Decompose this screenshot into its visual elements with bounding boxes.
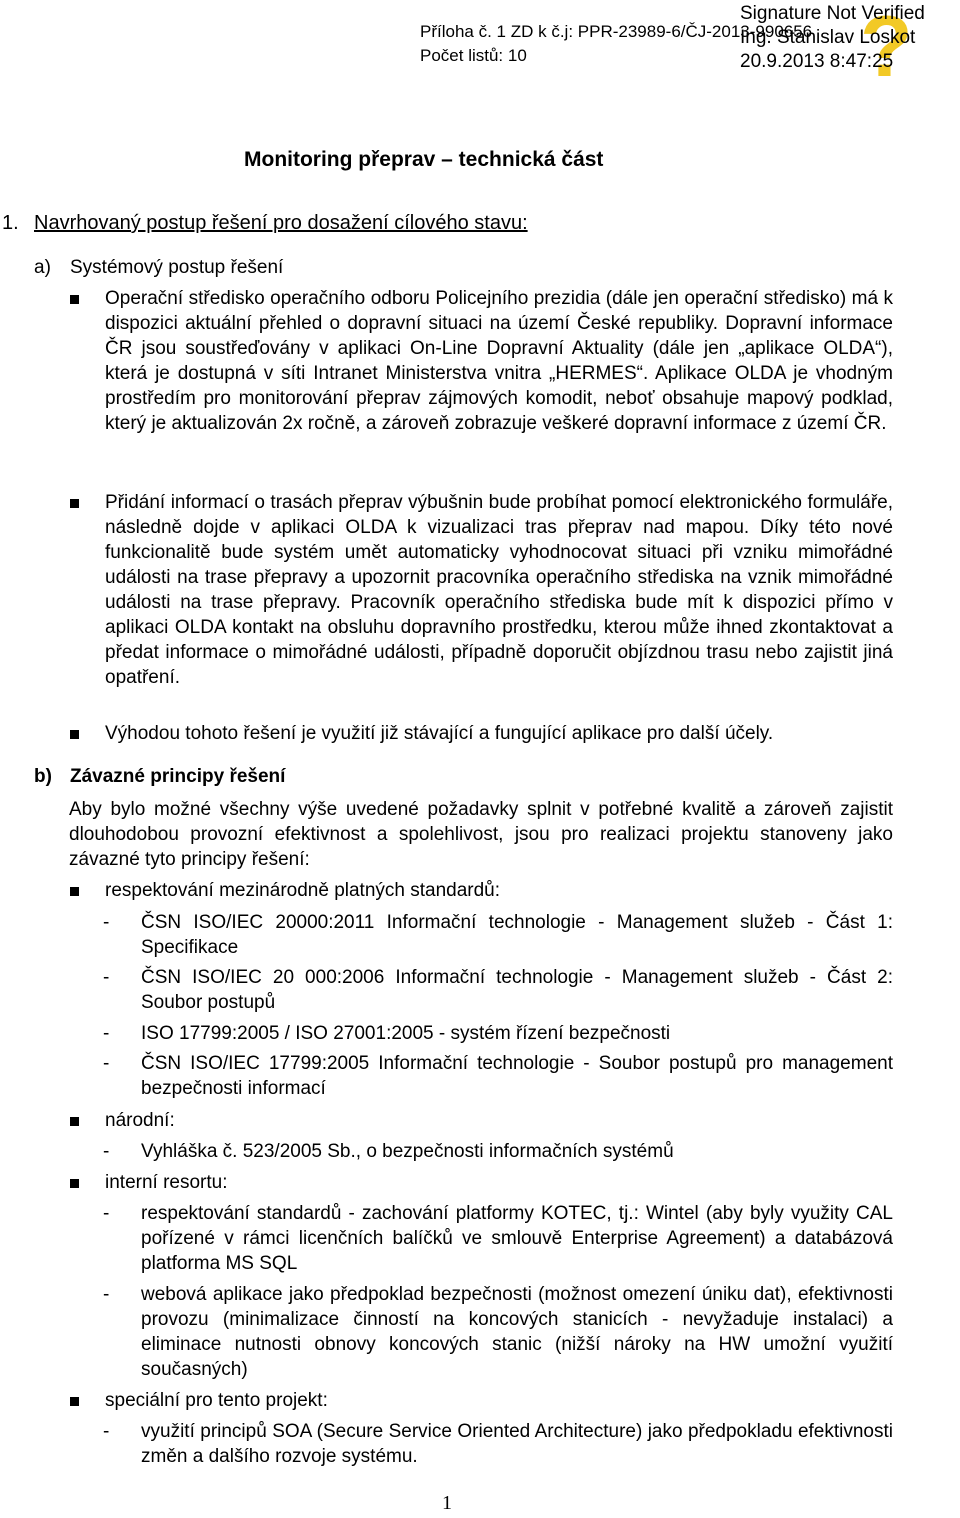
list-item: speciální pro tento projekt: — [105, 1390, 328, 1411]
subsection-b-label: b) — [34, 766, 52, 787]
dash-marker: - — [103, 967, 110, 988]
header-page-count: Počet listů: 10 — [420, 46, 527, 65]
dash-marker: - — [103, 1141, 110, 1162]
list-item: ČSN ISO/IEC 20000:2011 Informační technologie - Management služeb - Část 1: Specifikace — [141, 912, 893, 958]
list-item: webová aplikace jako předpoklad bezpečnosti (možnost omezení úniku dat), efektivnosti provozu (minimalizace činností na koncových stanicích - nevyžaduje instalaci) a eliminace nutnosti obnovy koncových stanic (nižší nároky na HW umožní využití současných) — [141, 1284, 893, 1380]
page-title: Monitoring přeprav – technická část — [244, 148, 604, 171]
list-item: národní: — [105, 1110, 175, 1131]
subsection-a-text: Systémový postup řešení — [70, 257, 284, 278]
dash-marker: - — [103, 1284, 110, 1305]
dash-marker: - — [103, 1023, 110, 1044]
section-number: 1. — [2, 212, 19, 234]
list-item: Výhodou tohoto řešení je využití již stávající a fungující aplikace pro další účely. — [105, 723, 774, 744]
signature-date: 20.9.2013 8:47:25 — [740, 51, 894, 72]
list-item: ČSN ISO/IEC 20 000:2006 Informační technologie - Management služeb - Část 2: Soubor postupů — [141, 967, 893, 1013]
square-bullet-icon — [70, 499, 79, 508]
dash-marker: - — [103, 1053, 110, 1074]
dash-marker: - — [103, 1421, 110, 1442]
dash-marker: - — [103, 912, 110, 933]
dash-marker: - — [103, 1203, 110, 1224]
list-item: interní resortu: — [105, 1172, 228, 1193]
intro-paragraph: Aby bylo možné všechny výše uvedené požadavky splnit v potřebné kvalitě a zároveň zajistit dlouhodobou provozní efektivnost a spolehlivost, jsou pro realizaci projektu stanoveny jako závazné tyto principy řešení: — [69, 799, 893, 870]
list-item: ISO 17799:2005 / ISO 27001:2005 - systém řízení bezpečnosti — [141, 1023, 671, 1044]
page-number: 1 — [442, 1492, 452, 1514]
section-heading-text: Navrhovaný postup řešení pro dosažení cílového stavu: — [34, 212, 528, 234]
square-bullet-icon — [70, 1117, 79, 1126]
square-bullet-icon — [70, 295, 79, 304]
signature-status: Signature Not Verified — [740, 3, 925, 24]
list-item: ČSN ISO/IEC 17799:2005 Informační technologie - Soubor postupů pro management bezpečnosti informací — [141, 1053, 893, 1099]
subsection-a-label: a) — [34, 257, 51, 278]
signature-block — [740, 2, 925, 74]
list-item: Operační středisko operačního odboru Policejního prezidia (dále jen operační středisko) má k dispozici aktuální přehled o dopravní situaci na území České republiky. Dopravní informace ČR jsou soustřeďovány v aplikaci On-Line Dopravní Aktuality (dále jen „aplikace OLDA“), která je dostupná v síti Intranet Ministerstva vnitra „HERMES“. Aplikace OLDA je vhodným prostředím pro monitorování přeprav zájmových komodit, neboť obsahuje mapový podklad, který je aktualizován 2x ročně, a zároveň zobrazuje veškeré dopravní informace z území ČR. — [105, 288, 893, 434]
signature-signer: Ing. Stanislav Loskot — [740, 27, 916, 48]
subsection-b-heading — [34, 766, 285, 788]
list-item: Přidání informací o trasách přeprav výbušnin bude probíhat pomocí elektronického formuláře, následně dojde v aplikaci OLDA k vizualizaci tras přeprav nad mapou. Díky této nové funkcionalitě bude systém umět automaticky vyhodnocovat situaci při vzniku mimořádné události na trase přepravy a upozornit pracovníka operačního střediska na vznik mimořádné události na trase přepravy. Pracovník operačního střediska bude mít k dispozici přímo v aplikaci OLDA kontakt na obsluhu dopravního prostředku, kterou může ihned zkontaktovat a předat informace o mimořádné události, případně doporučit objízdnou trasu nebo zajistit jiná opatření. — [105, 492, 893, 688]
square-bullet-icon — [70, 730, 79, 739]
list-item: využití principů SOA (Secure Service Oriented Architecture) jako předpokladu efektivnosti změn a dalšího rozvoje systému. — [141, 1421, 893, 1467]
subsection-b-text: Závazné principy řešení — [70, 766, 286, 787]
subsection-a-heading — [34, 257, 283, 279]
list-item: respektování mezinárodně platných standardů: — [105, 880, 501, 901]
square-bullet-icon — [70, 887, 79, 896]
list-item: Vyhláška č. 523/2005 Sb., o bezpečnosti informačních systémů — [141, 1141, 674, 1162]
signature-status-icon: ? — [860, 0, 913, 95]
header-attachment-ref: Příloha č. 1 ZD k č.j: PPR-23989-6/ČJ-2013-990656 — [420, 22, 813, 41]
list-item: respektování standardů - zachování platformy KOTEC, tj.: Wintel (aby byly využity CAL pořízené v rámci licenčních balíčků ve smlouvě Enterprise Agreement) a databázová platforma MS SQL — [141, 1203, 893, 1274]
square-bullet-icon — [70, 1397, 79, 1406]
square-bullet-icon — [70, 1179, 79, 1188]
